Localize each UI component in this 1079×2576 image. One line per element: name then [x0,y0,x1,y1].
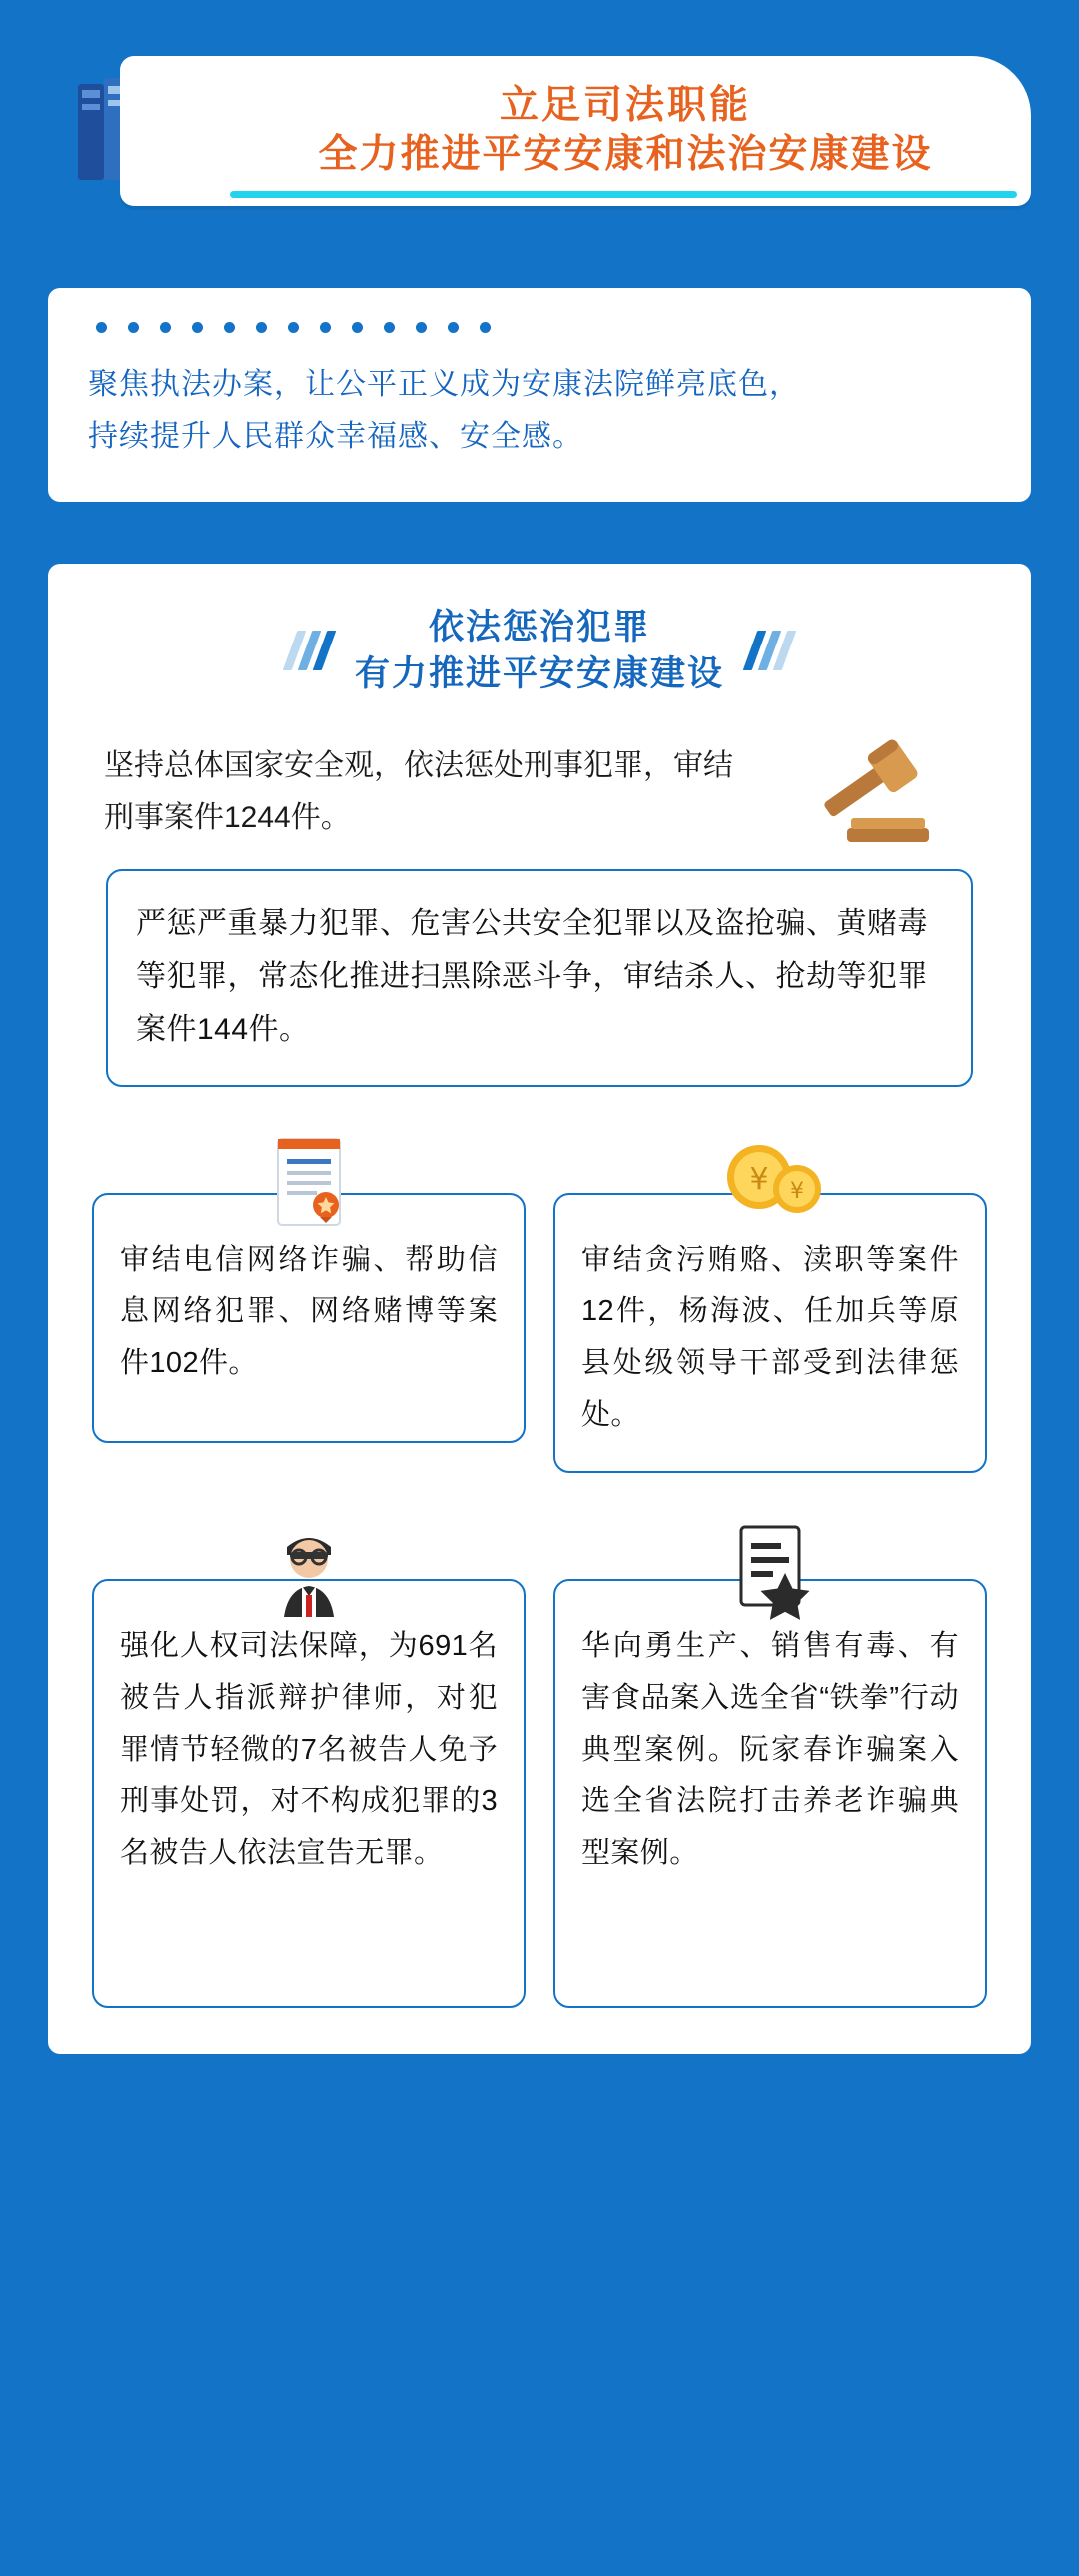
section-intro [82,732,997,863]
card-text: 审结贪污贿赂、渎职等案件12件，杨海波、任加兵等原县处级领导干部受到法律惩处。 [581,1243,959,1431]
card-human-rights [92,1517,526,2008]
svg-text:¥: ¥ [749,1161,769,1197]
quote-text-line2: 持续提升人民群众幸福感、安全感。 [88,419,583,453]
judge-icon [254,1517,364,1627]
quote-text-line1: 聚焦执法办案，让公平正义成为安康法院鲜亮底色， [88,368,800,401]
header-accent-bar [230,191,1017,198]
section-header [82,604,997,698]
header-title-line2: 全力推进平安安康和法治安康建设 [318,133,933,176]
card-text: 强化人权司法保障，为691名被告人指派辩护律师，对犯罪情节轻微的7名被告人免予刑事处罚，对不构成犯罪的3名被告人依法宣告无罪。 [120,1630,498,1869]
section-title [355,604,724,698]
dot-decoration [88,322,991,333]
cards-row-1 [82,1131,997,1473]
header-banner [120,56,1031,206]
highlight-text: 严惩严重暴力犯罪、危害公共安全犯罪以及盗抢骗、黄赌毒等犯罪，常态化推进扫黑除恶斗争，审结杀人、抢劫等犯罪案件144件。 [136,906,928,1047]
card-box [92,1579,526,2008]
card-typical-cases [553,1517,987,2008]
card-text: 审结电信网络诈骗、帮助信息网络犯罪、网络赌博等案件102件。 [120,1243,498,1380]
slash-decoration-right [743,631,797,670]
card-box [553,1579,987,2008]
highlight-box [106,869,973,1087]
slash-decoration-left [283,631,337,670]
infographic-page [0,56,1079,2576]
section-title-line2: 有力推进平安安康建设 [354,654,724,694]
document-seal-icon [254,1131,364,1241]
card-text: 华向勇生产、销售有毒、有害食品案入选全省“铁拳”行动典型案例。阮家春诈骗案入选全省法院打击养老诈骗典型案例。 [581,1630,959,1869]
cards-row-2 [82,1517,997,2008]
document-star-icon [715,1517,825,1627]
header [48,56,1031,226]
gavel-icon [791,732,941,852]
header-title-line1: 立足司法职能 [499,84,751,128]
gold-coins-icon [715,1131,825,1241]
svg-text:¥: ¥ [790,1178,804,1204]
section-card [48,564,1031,2054]
card-telecom-fraud [92,1131,526,1473]
section-intro-text: 坚持总体国家安全观，依法惩处刑事犯罪，审结刑事案件1244件。 [104,748,733,835]
card-corruption [553,1131,987,1473]
section-title-line1: 依法惩治犯罪 [428,608,650,647]
quote-card [48,288,1031,502]
